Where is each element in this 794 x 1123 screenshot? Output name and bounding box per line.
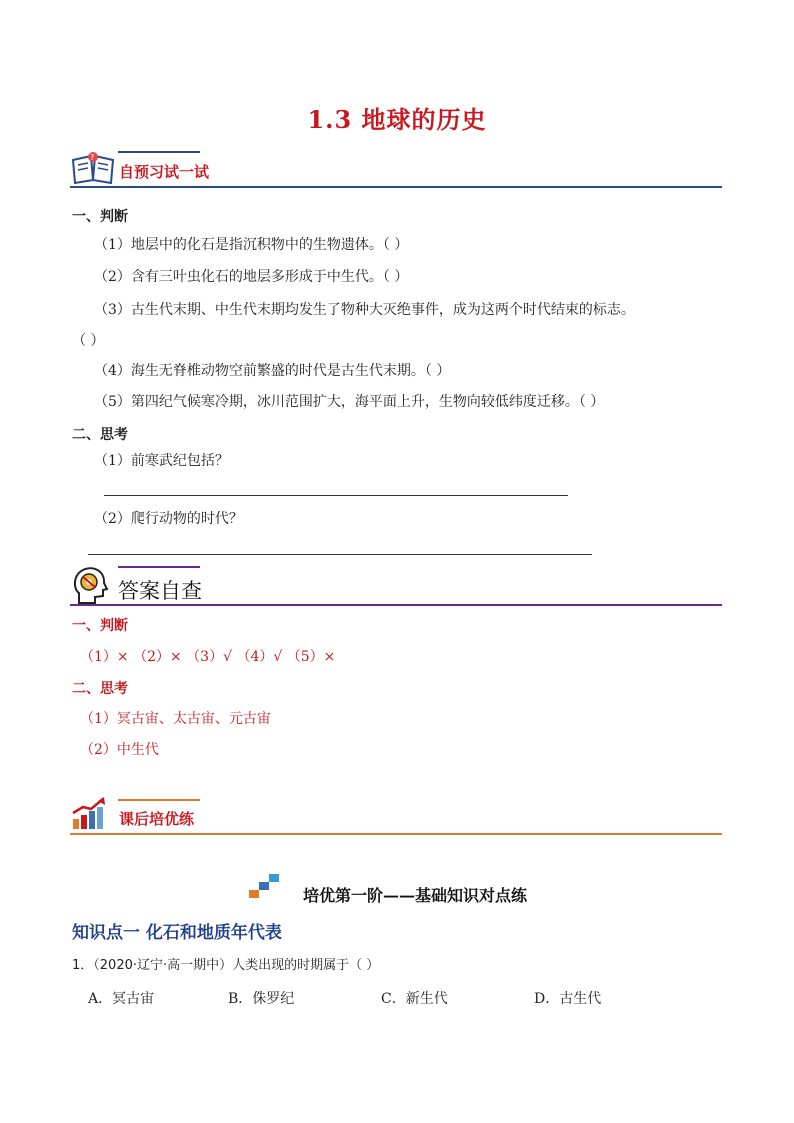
judge-answers: （1）× （2）× （3）√ （4）√ （5）× [80,649,336,665]
judge-item-continuation: （ ） [72,333,105,349]
think-item: （1）前寒武纪包括？ [94,453,229,469]
section-label-practice: 课后培优练 [119,810,195,828]
section-top-rule [118,799,200,801]
section-divider [70,604,722,606]
think-answer: （1）冥古宙、太古宙、元古宙 [80,711,271,727]
svg-text:?: ? [90,153,95,162]
page-title: 1.3 地球的历史 [307,105,487,134]
section-divider [70,186,722,188]
answer-heading-judge: 一、判断 [72,618,128,634]
question-1: 1．（2020·辽宁·高一期中）人类出现的时期属于（ ） [72,958,380,973]
option-d: D．古生代 [534,991,602,1007]
knowledge-point-heading: 知识点一 化石和地质年代表 [72,923,282,943]
section-top-rule [118,151,200,153]
head-gear-icon [71,565,109,605]
judge-item: （3）古生代末期、中生代末期均发生了物种大灭绝事件，成为这两个时代结束的标志。 [94,302,635,318]
book-icon [70,150,116,186]
section-top-rule [118,566,200,568]
answer-blank-line [104,495,568,496]
answer-blank-line [88,554,592,555]
stage-heading: 培优第一阶——基础知识对点练 [302,886,527,905]
option-b: B．侏罗纪 [228,991,295,1007]
judge-item: （1）地层中的化石是指沉积物中的生物遗体。（ ） [94,237,409,253]
option-a: A．冥古宙 [88,991,155,1007]
part-heading-judge: 一、判断 [72,209,128,225]
judge-item: （5）第四纪气候寒冷期，冰川范围扩大，海平面上升，生物向较低纬度迁移。（ ） [94,394,605,410]
think-item: （2）爬行动物的时代？ [94,511,243,527]
section-label-preview: 自预习试一试 [119,163,210,181]
answer-heading-think: 二、思考 [72,681,128,697]
section-label-answers: 答案自查 [118,579,202,603]
option-c: C．新生代 [381,991,448,1007]
growth-chart-icon [71,797,107,831]
judge-item: （4）海生无脊椎动物空前繁盛的时代是古生代末期。（ ） [94,363,451,379]
think-answer: （2）中生代 [80,742,159,758]
section-divider [70,833,722,835]
judge-item: （2）含有三叶虫化石的地层多形成于中生代。（ ） [94,269,409,285]
part-heading-think: 二、思考 [72,427,128,443]
